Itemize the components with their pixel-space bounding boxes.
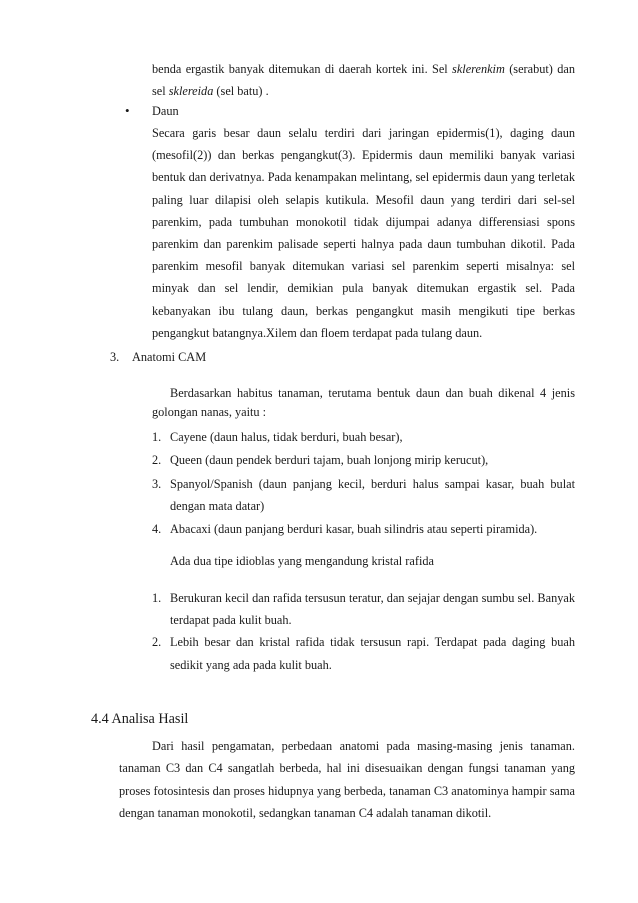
list-text: Lebih besar dan kristal rafida tidak tersusun rapi. Terdapat pada daging buah sedikit yang ada pada kulit buah. [170, 635, 575, 672]
list-text: Berukuran kecil dan rafida tersusun teratur, dan sejajar dengan sumbu sel. Banyak terdapat pada kulit buah. [170, 591, 575, 628]
section-title: Anatomi CAM [132, 350, 207, 364]
intro-text-1: benda ergastik banyak ditemukan di daerah kortek ini. Sel [152, 62, 453, 76]
nanas-types-list [152, 426, 575, 541]
rafida-types-list [152, 587, 575, 676]
list-item [152, 449, 575, 471]
term-sklerenkim: sklerenkim [452, 62, 505, 76]
intro-text-3: (sel batu) . [213, 84, 269, 99]
list-item [152, 473, 575, 518]
list-text: Queen (daun pendek berduri tajam, buah lonjong mirip kerucut), [170, 453, 489, 468]
list-number: 2. [152, 635, 162, 650]
term-sklereida: sklereida [168, 84, 214, 99]
daun-label: Daun [152, 104, 179, 118]
list-number: 1. [152, 591, 162, 605]
list-number: 1. [152, 430, 162, 444]
list-number: 2. [152, 453, 162, 468]
list-item [152, 587, 575, 631]
intro-text-2: (serabut) dan sel [152, 62, 575, 99]
section-number: 3. [110, 350, 120, 364]
list-item [152, 518, 575, 540]
daun-paragraph: Secara garis besar daun selalu terdiri dari jaringan epidermis(1), daging daun (mesofil(2)) dan berkas pengangkut(3). Epidermis daun memiliki banyak variasi bentuk dan derivatnya. Pada kenampakan melintang, sel epidermis daun yang terletak paling luar dilapisi oleh selapis kutikula. Mesofil daun yang terdiri dari sel-sel parenkim, pada tumbuhan monokotil tidak dijumpai adanya differensiasi spons parenkim dan parenkim palisade seperti halnya pada daun tumbuhan dikotil. Pada parenkim mesofil banyak ditemukan variasi sel parenkim seperti misalnya: sel minyak dan sel lendir, demikian pula banyak ditemukan ergastik sel. Pada kebanyakan ibu tulang daun, berkas pengangkut masih mengikuti tipe berkas pengangkut batangnya.Xilem dan floem terdapat pada tulang daun. [152, 126, 575, 340]
cam-intro-paragraph: Berdasarkan habitus tanaman, terutama bentuk daun dan buah dikenal 4 jenis golongan nanas, yaitu : [152, 386, 575, 419]
list-item [152, 631, 575, 675]
list-number: 4. [152, 522, 162, 537]
rafida-intro: Ada dua tipe idioblas yang mengandung kristal rafida [170, 554, 434, 568]
intro-paragraph [152, 58, 575, 102]
list-text: Abacaxi (daun panjang berduri kasar, buah silindris atau seperti piramida). [170, 522, 538, 537]
list-item [152, 426, 575, 448]
analisa-paragraph: Dari hasil pengamatan, perbedaan anatomi pada masing-masing jenis tanaman. tanaman C3 dan C4 sangatlah berbeda, hal ini disesuaikan dengan fungsi tanaman yang proses fotosintesis dan proses hidupnya yang berbeda, tanaman C3 anatominya hampir sama dengan tanaman monokotil, sedangkan tanaman C4 adalah tanaman dikotil. [119, 739, 575, 820]
list-number: 3. [152, 476, 162, 491]
list-text: Spanyol/Spanish (daun panjang kecil, berduri halus sampai kasar, buah bulat dengan mata datar) [170, 476, 575, 513]
list-text: Cayene (daun halus, tidak berduri, buah besar), [170, 430, 403, 444]
section-heading-analisa: 4.4 Analisa Hasil [91, 711, 189, 727]
bullet-icon: • [125, 103, 130, 118]
